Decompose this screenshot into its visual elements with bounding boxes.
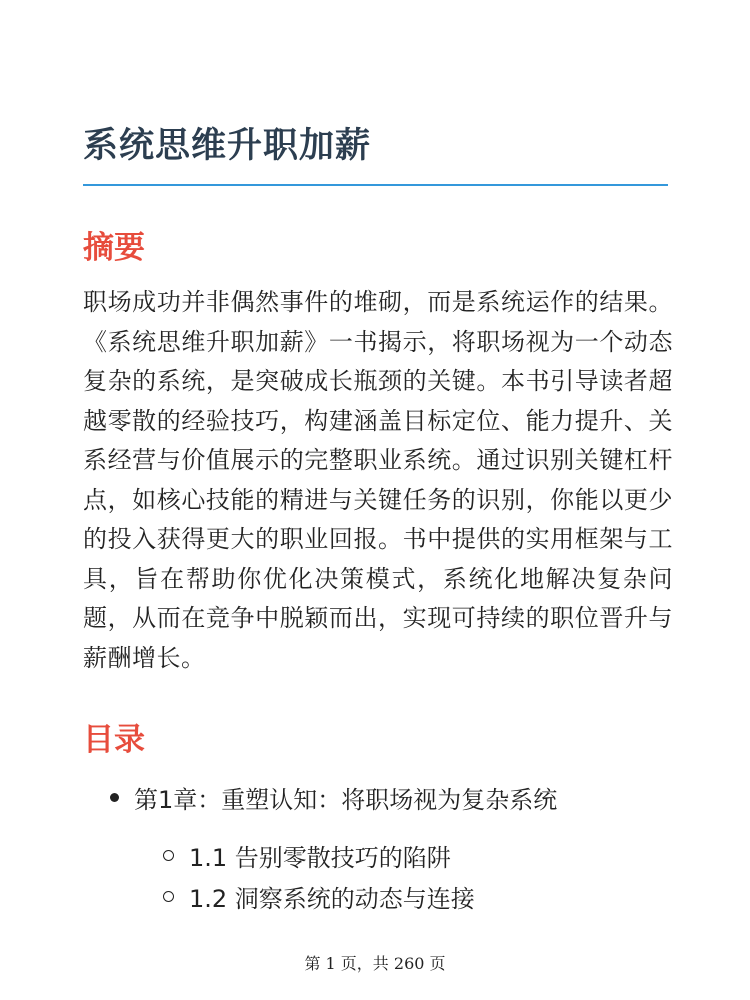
book-title: 系统思维升职加薪 (83, 126, 372, 166)
circle-bullet-icon (163, 891, 174, 902)
toc-section-item[interactable] (163, 838, 451, 873)
circle-bullet-icon (163, 850, 174, 861)
page-footer: 第 1 页，共 260 页 (304, 954, 446, 973)
abstract-heading: 摘要 (83, 230, 145, 266)
toc-chapter-label: 第1章：重塑认知：将职场视为复杂系统 (134, 786, 558, 814)
toc-chapter-item[interactable] (110, 780, 557, 815)
abstract-paragraph: 职场成功并非偶然事件的堆砌，而是系统运作的结果。《系统思维升职加薪》一书揭示，将职场视为一个动态复杂的系统，是突破成长瓶颈的关键。本书引导读者超越零散的经验技巧，构建涵盖目标定位、能力提升、关系经营与价值展示的完整职业系统。通过识别关键杠杆点，如核心技能的精进与关键任务的识别，你能以更少的投入获得更大的职业回报。书中提供的实用框架与工具，旨在帮助你优化决策模式，系统化地解决复杂问题，从而在竞争中脱颖而出，实现可持续的职位晋升与薪酬增长。 (83, 288, 673, 672)
title-divider (83, 184, 668, 186)
disc-bullet-icon (110, 793, 119, 802)
toc-heading: 目录 (83, 722, 145, 758)
toc-section-item[interactable] (163, 879, 475, 914)
toc-section-label: 1.2 洞察系统的动态与连接 (189, 885, 475, 913)
toc-section-label: 1.1 告别零散技巧的陷阱 (189, 844, 451, 872)
